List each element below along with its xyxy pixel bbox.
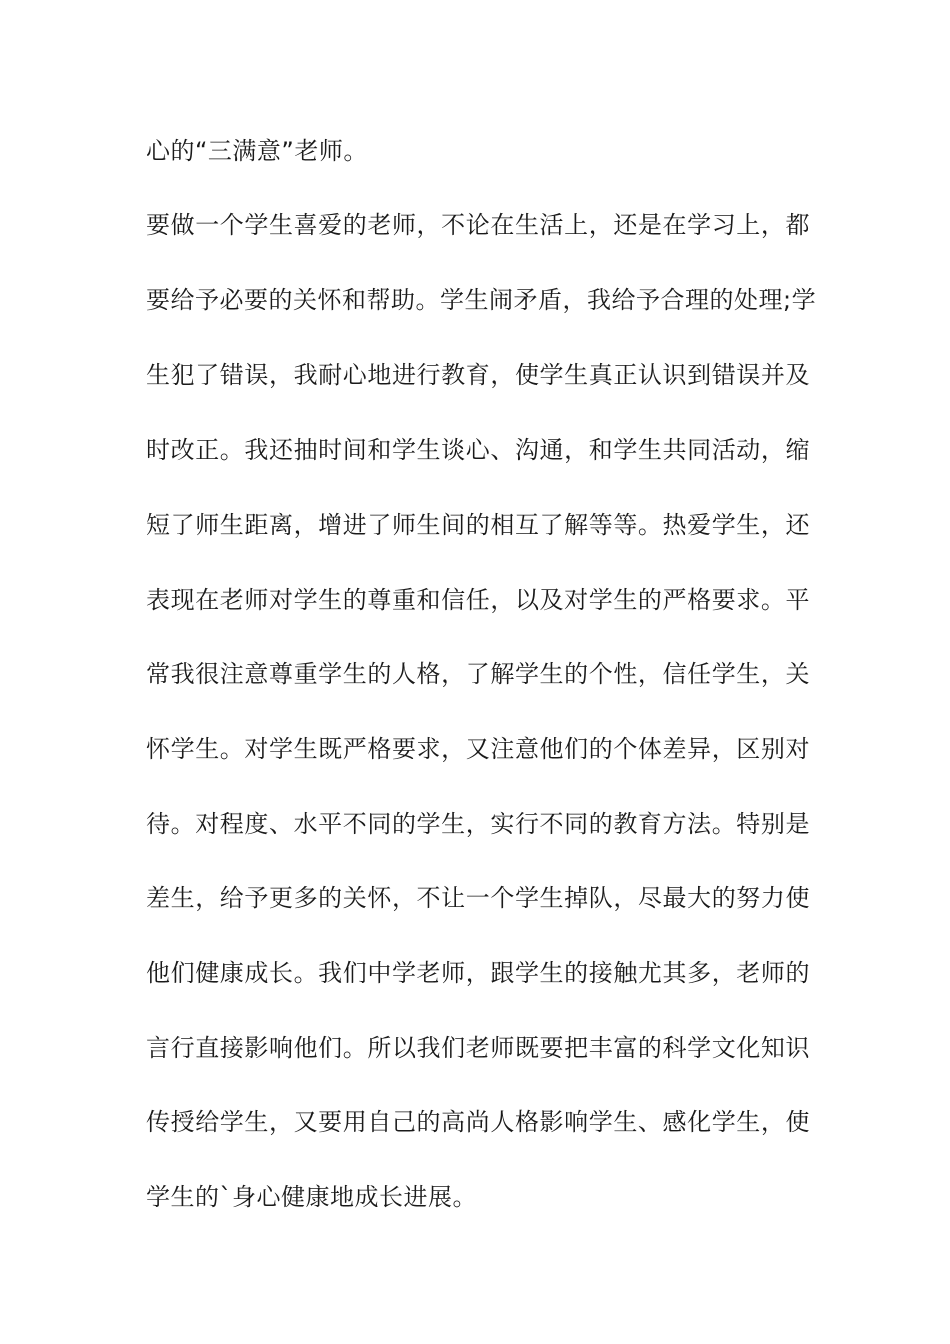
paragraph-2-line-4: 时改正。我还抽时间和学生谈心、沟通，和学生共同活动，缩 bbox=[146, 436, 810, 464]
paragraph-2-line-3: 生犯了错误，我耐心地进行教育，使学生真正认识到错误并及 bbox=[146, 361, 810, 389]
paragraph-2-line-2: 要给予必要的关怀和帮助。学生闹矛盾，我给予合理的处理;学 bbox=[146, 286, 817, 314]
paragraph-2-line-12: 言行直接影响他们。所以我们老师既要把丰富的科学文化知识 bbox=[146, 1034, 810, 1062]
paragraph-2-line-6: 表现在老师对学生的尊重和信任，以及对学生的严格要求。平 bbox=[146, 586, 810, 614]
paragraph-1-line-1: 心的“三满意”老师。 bbox=[146, 137, 368, 165]
paragraph-2-line-7: 常我很注意尊重学生的人格，了解学生的个性，信任学生，关 bbox=[146, 660, 810, 688]
paragraph-2-line-10: 差生，给予更多的关怀，不让一个学生掉队，尽最大的努力使 bbox=[146, 884, 810, 912]
paragraph-2-line-5: 短了师生距离，增进了师生间的相互了解等等。热爱学生，还 bbox=[146, 511, 810, 539]
paragraph-2-line-8: 怀学生。对学生既严格要求，又注意他们的个体差异，区别对 bbox=[146, 735, 810, 763]
paragraph-2-line-13: 传授给学生，又要用自己的高尚人格影响学生、感化学生，使 bbox=[146, 1108, 810, 1136]
paragraph-2-line-1: 要做一个学生喜爱的老师，不论在生活上，还是在学习上，都 bbox=[146, 211, 810, 239]
paragraph-2-line-11: 他们健康成长。我们中学老师，跟学生的接触尤其多，老师的 bbox=[146, 959, 810, 987]
paragraph-2-line-9: 待。对程度、水平不同的学生，实行不同的教育方法。特别是 bbox=[146, 810, 810, 838]
paragraph-2-line-14: 学生的`身心健康地成长进展。 bbox=[146, 1183, 477, 1211]
